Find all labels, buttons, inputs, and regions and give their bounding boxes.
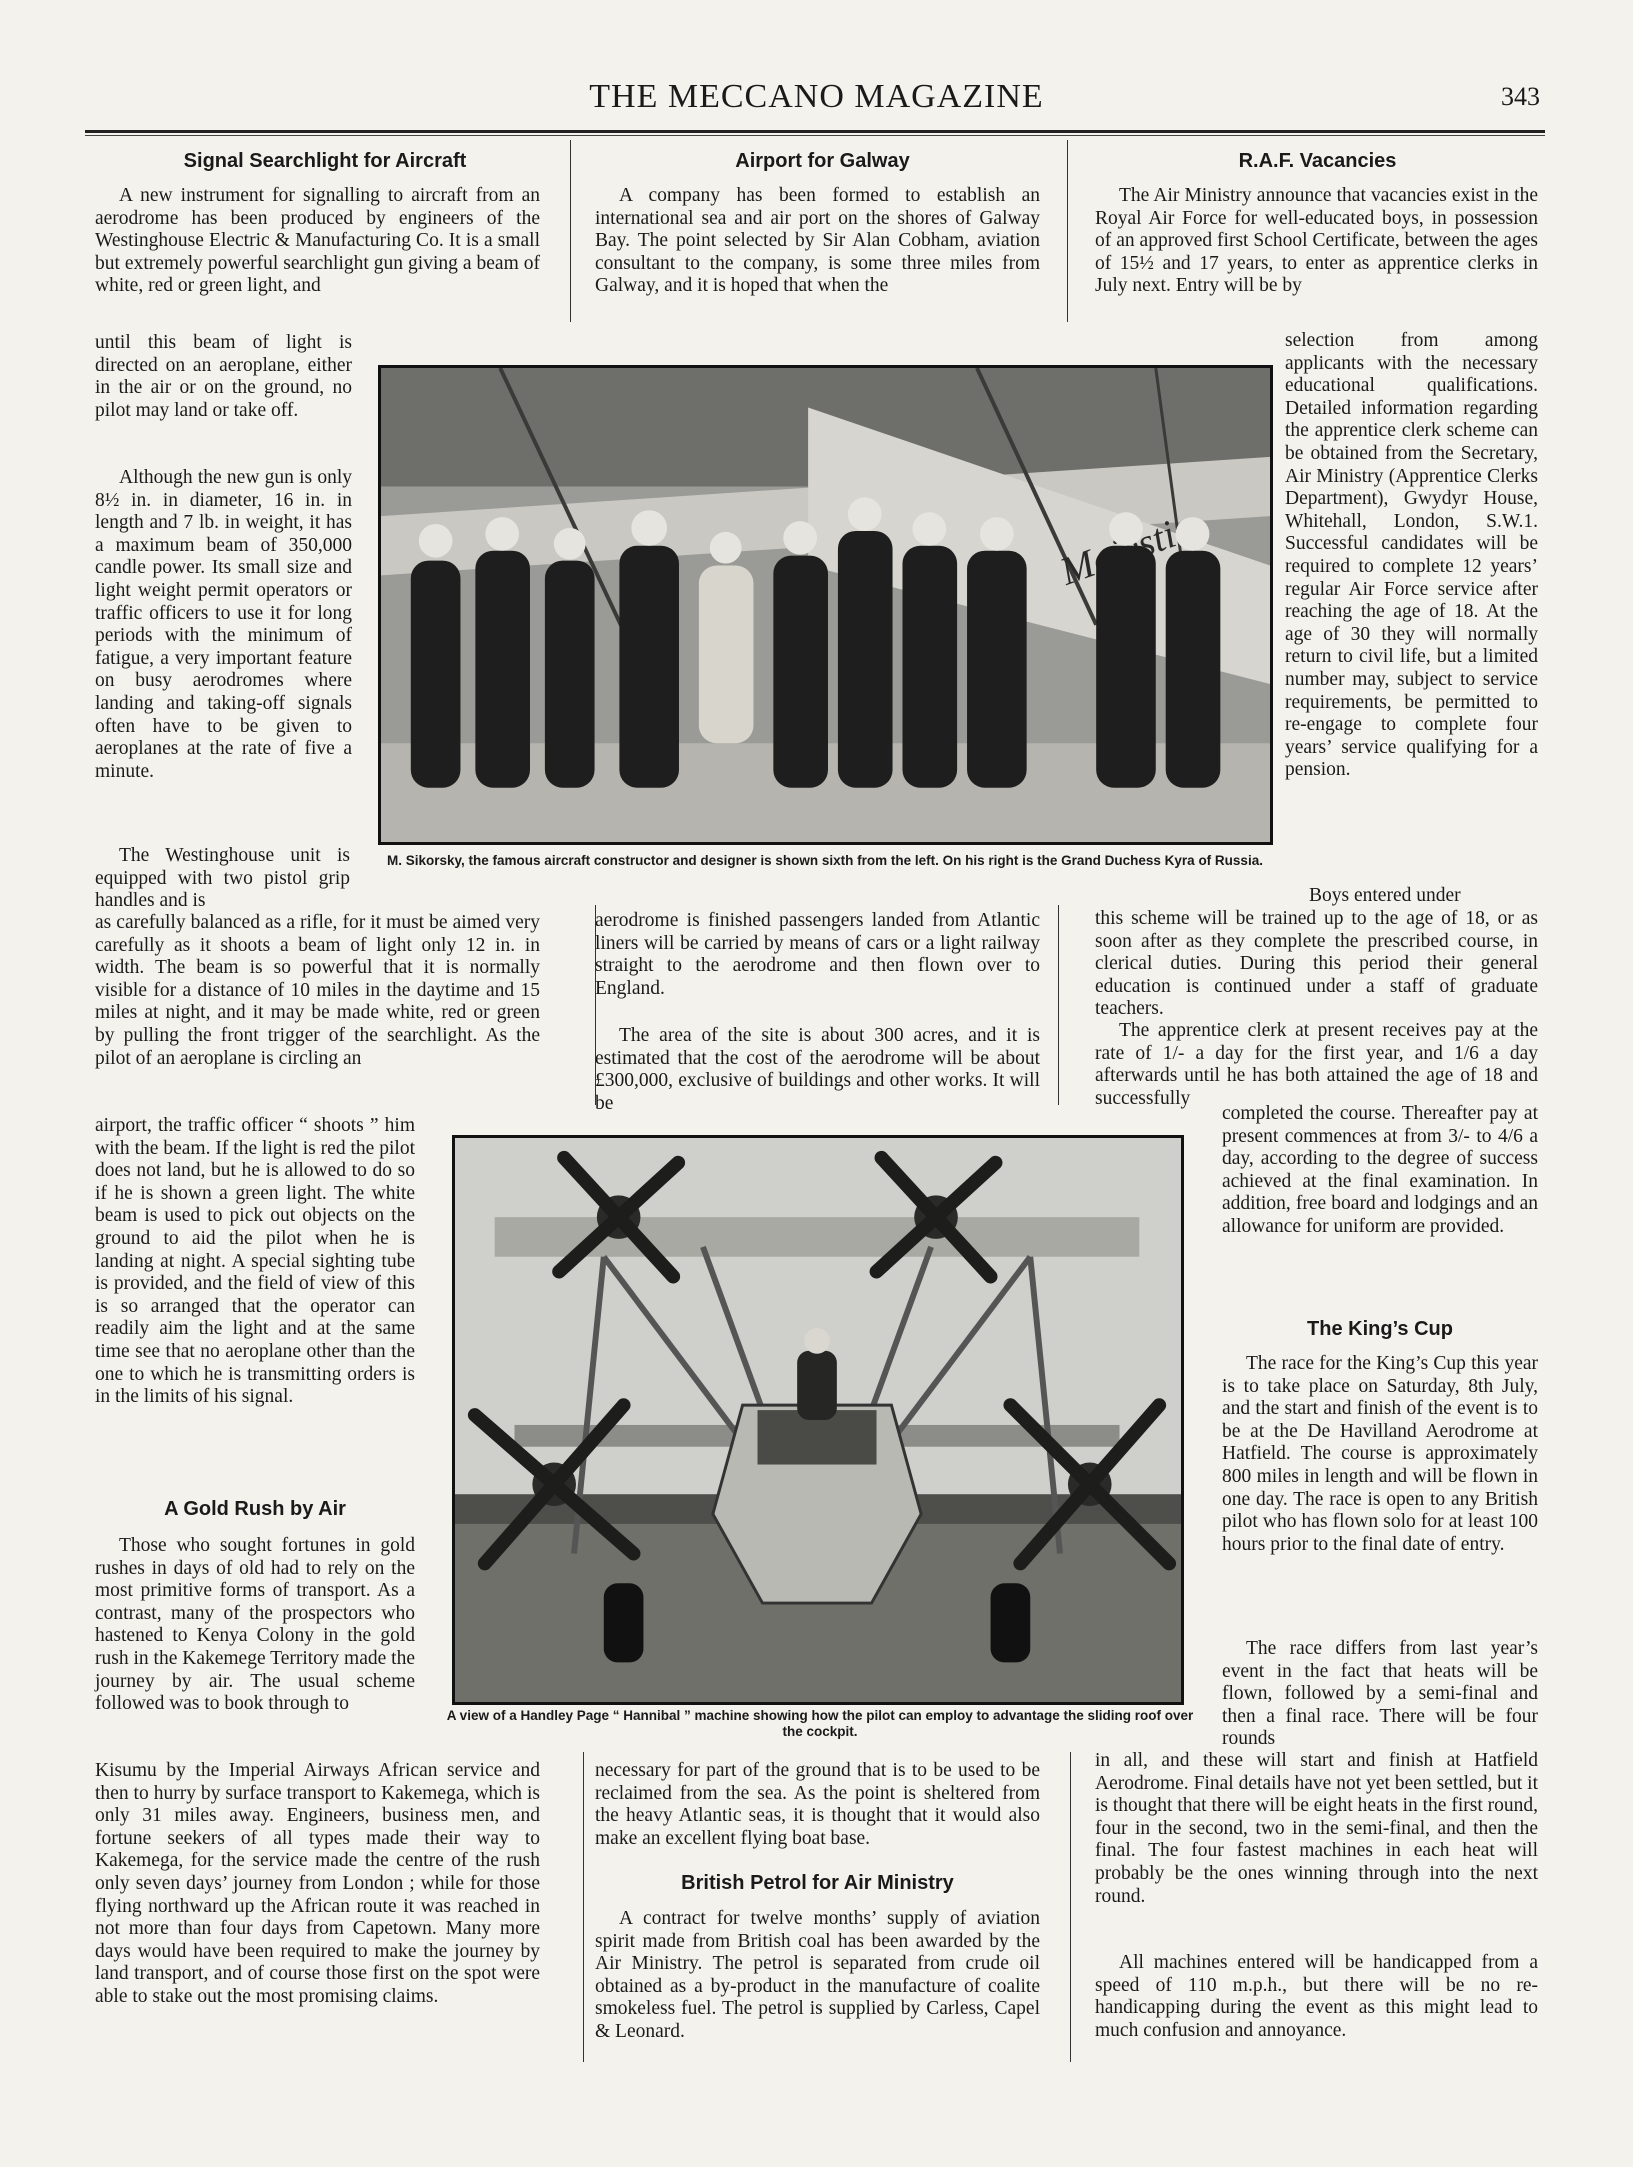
hannibal-aircraft-photo bbox=[452, 1135, 1184, 1705]
column-divider bbox=[1070, 1752, 1071, 2062]
column-divider bbox=[1058, 905, 1059, 1105]
raf-paragraph: this scheme will be trained up to the age of 18, or as soon after as they complete the prescribed course, in clerical duties. During this period their general education is continued under a staff of graduate teachers. bbox=[1095, 908, 1538, 1020]
searchlight-paragraph: Although the new gun is only 8½ in. in diameter, 16 in. in length and 7 lb. in weight, it has a maximum beam of 350,000 candle power. Its small size and light weight permit operators or traffic officers to use it for long periods with the minimum of fatigue, a very important feature on busy aerodromes where landing and taking-off signals often have to be given to aeroplanes at the rate of five a minute. bbox=[95, 467, 352, 782]
searchlight-heading: Signal Searchlight for Aircraft bbox=[183, 150, 467, 172]
raf-paragraph: completed the course. Thereafter pay at present commences at from 3/- to 4/6 a day, according to the degree of success achieved at the final examination. In addition, free board and lodgings and an allowance for uniform are provided. bbox=[1222, 1103, 1538, 1237]
searchlight-paragraph: until this beam of light is directed on an aeroplane, either in the air or on the ground, no pilot may land or take off. bbox=[95, 332, 352, 421]
gold-rush-paragraph: Those who sought fortunes in gold rushes in days of old had to rely on the most primitive forms of transport. As a contrast, many of the prospectors who hastened to Kenya Colony in the gold rush in the Kakemege Territory made the journey by air. The usual scheme followed was to book through to bbox=[95, 1535, 415, 1715]
header-rule bbox=[85, 130, 1545, 133]
galway-paragraph: A company has been formed to establish an international sea and air port on the shores of Galway Bay. The point selected by Sir Alan Cobham, aviation consultant to the company, is some three miles from Galway, and it is hoped that when the bbox=[595, 185, 1040, 297]
sikorsky-group-photo bbox=[378, 365, 1273, 845]
galway-paragraph: necessary for part of the ground that is to be used to be reclaimed from the sea. As the point is sheltered from the heavy Atlantic seas, it is thought that it would also make an excellent flying boat base. bbox=[595, 1760, 1040, 1849]
kings-cup-paragraph: in all, and these will start and finish at Hatfield Aerodrome. Final details have not yet been settled, but it is thought that there will be eight heats in the first round, four in the second, two in the semi-final, and then the final. The four fastest machines in each heat will probably be the ones winning through into the next round. bbox=[1095, 1750, 1538, 1907]
searchlight-paragraph: airport, the traffic officer “ shoots ” him with the beam. If the light is red the pilot does not land, but he is allowed to do so if he is shown a green light. The white beam is used to pick out objects on the ground to aid the pilot when he is landing at night. A special sighting tube is provided, and the field of view of this is so arranged that the operator can readily aim the light and at the same time see that no aeroplane other than the one to which he is transmitting orders is in the limits of his signal. bbox=[95, 1115, 415, 1408]
header-rule-thin bbox=[85, 135, 1545, 136]
column-divider bbox=[1067, 140, 1068, 322]
galway-heading: Airport for Galway bbox=[735, 150, 910, 172]
raf-heading: R.A.F. Vacancies bbox=[1238, 150, 1397, 172]
kings-cup-paragraph: All machines entered will be handicapped from a speed of 110 m.p.h., but there will be no re-handicapping during the event as this might lead to much confusion and annoyance. bbox=[1095, 1952, 1538, 2041]
kings-cup-heading: The King’s Cup bbox=[1307, 1318, 1453, 1340]
sikorsky-photo-caption: M. Sikorsky, the famous aircraft constructor and designer is shown sixth from the left. On his right is the Grand Duchess Kyra of Russia. bbox=[387, 853, 1263, 868]
galway-paragraph: aerodrome is finished passengers landed from Atlantic liners will be carried by means of cars or a light railway straight to the aerodrome and then flown over to England. bbox=[595, 910, 1040, 999]
gold-rush-heading: A Gold Rush by Air bbox=[164, 1498, 346, 1520]
raf-paragraph: The Air Ministry announce that vacancies exist in the Royal Air Force for well-educated boys, in possession of an approved first School Certificate, between the ages of 15½ and 17 years, to enter as apprentice clerks in July next. Entry will be by bbox=[1095, 185, 1538, 297]
page-number: 343 bbox=[1501, 82, 1540, 111]
raf-paragraph: Boys entered under bbox=[1309, 885, 1461, 906]
gold-rush-paragraph: Kisumu by the Imperial Airways African service and then to hurry by surface transport to Kakemega, which is only 31 miles away. Engineers, business men, and fortune seekers of all types made their way to Kakemega, for the service made the centre of the rush only seven days’ journey from London ; while for those flying northward up the African route it was reached in not more than four days from Capetown. Many more days would have been required to make the journey by land transport, and of course those first on the spot were able to stake out the most promising claims. bbox=[95, 1760, 540, 2007]
petrol-paragraph: A contract for twelve months’ supply of aviation spirit made from British coal has been awarded by the Air Ministry. The petrol is separated from crude oil obtained as a by-product in the manufacture of coalite smokeless fuel. The petrol is supplied by Carless, Capel & Leonard. bbox=[595, 1908, 1040, 2042]
searchlight-paragraph: as carefully balanced as a rifle, for it must be aimed very carefully as it shoots a beam of light only 12 in. in width. The beam is so powerful that it is normally visible for a distance of 10 miles in the daytime and 15 miles at night, and it may be made white, red or green by pulling the front trigger of the searchlight. As the pilot of an aeroplane is circling an bbox=[95, 912, 540, 1069]
kings-cup-paragraph: The race differs from last year’s event in the fact that heats will be flown, followed by a semi-final and then a final race. There will be four rounds bbox=[1222, 1638, 1538, 1750]
magazine-title: THE MECCANO MAGAZINE bbox=[589, 78, 1044, 115]
petrol-heading: British Petrol for Air Ministry bbox=[681, 1872, 954, 1894]
column-divider bbox=[583, 1752, 584, 2062]
searchlight-paragraph: A new instrument for signalling to aircraft from an aerodrome has been produced by engineers of the Westinghouse Electric & Manufacturing Co. It is a small but extremely powerful searchlight gun giving a beam of white, red or green light, and bbox=[95, 185, 540, 297]
raf-paragraph: The apprentice clerk at present receives pay at the rate of 1/- a day for the first year, and 1/6 a day afterwards until he has both attained the age of 18 and successfully bbox=[1095, 1020, 1538, 1109]
hannibal-photo-caption: A view of a Handley Page “ Hannibal ” machine showing how the pilot can employ to advantage the sliding roof over the cockpit. bbox=[446, 1708, 1194, 1739]
searchlight-paragraph: The Westinghouse unit is equipped with two pistol grip handles and is bbox=[95, 845, 350, 912]
kings-cup-paragraph: The race for the King’s Cup this year is to take place on Saturday, 8th July, and the start and finish of the event is to be at the De Havilland Aerodrome at Hatfield. The course is approximately 800 miles in length and will be flown in one day. The race is open to any British pilot who has flown solo for at least 100 hours prior to the final date of entry. bbox=[1222, 1353, 1538, 1555]
column-divider bbox=[570, 140, 571, 322]
galway-paragraph: The area of the site is about 300 acres, and it is estimated that the cost of the aerodrome will be about £300,000, exclusive of buildings and other works. It will be bbox=[595, 1025, 1040, 1114]
raf-paragraph: selection from among applicants with the necessary educational qualifications. Detailed information regarding the apprentice clerk scheme can be obtained from the Secretary, Air Ministry (Apprentice Clerks Department), Gwydyr House, Whitehall, London, S.W.1. Successful candidates will be required to complete 12 years’ regular Air Force service after reaching the age of 18. At the age of 30 they will normally return to civil life, but a limited number may, subject to service requirements, be permitted to re-engage to complete four years’ service qualifying for a pension. bbox=[1285, 330, 1538, 781]
